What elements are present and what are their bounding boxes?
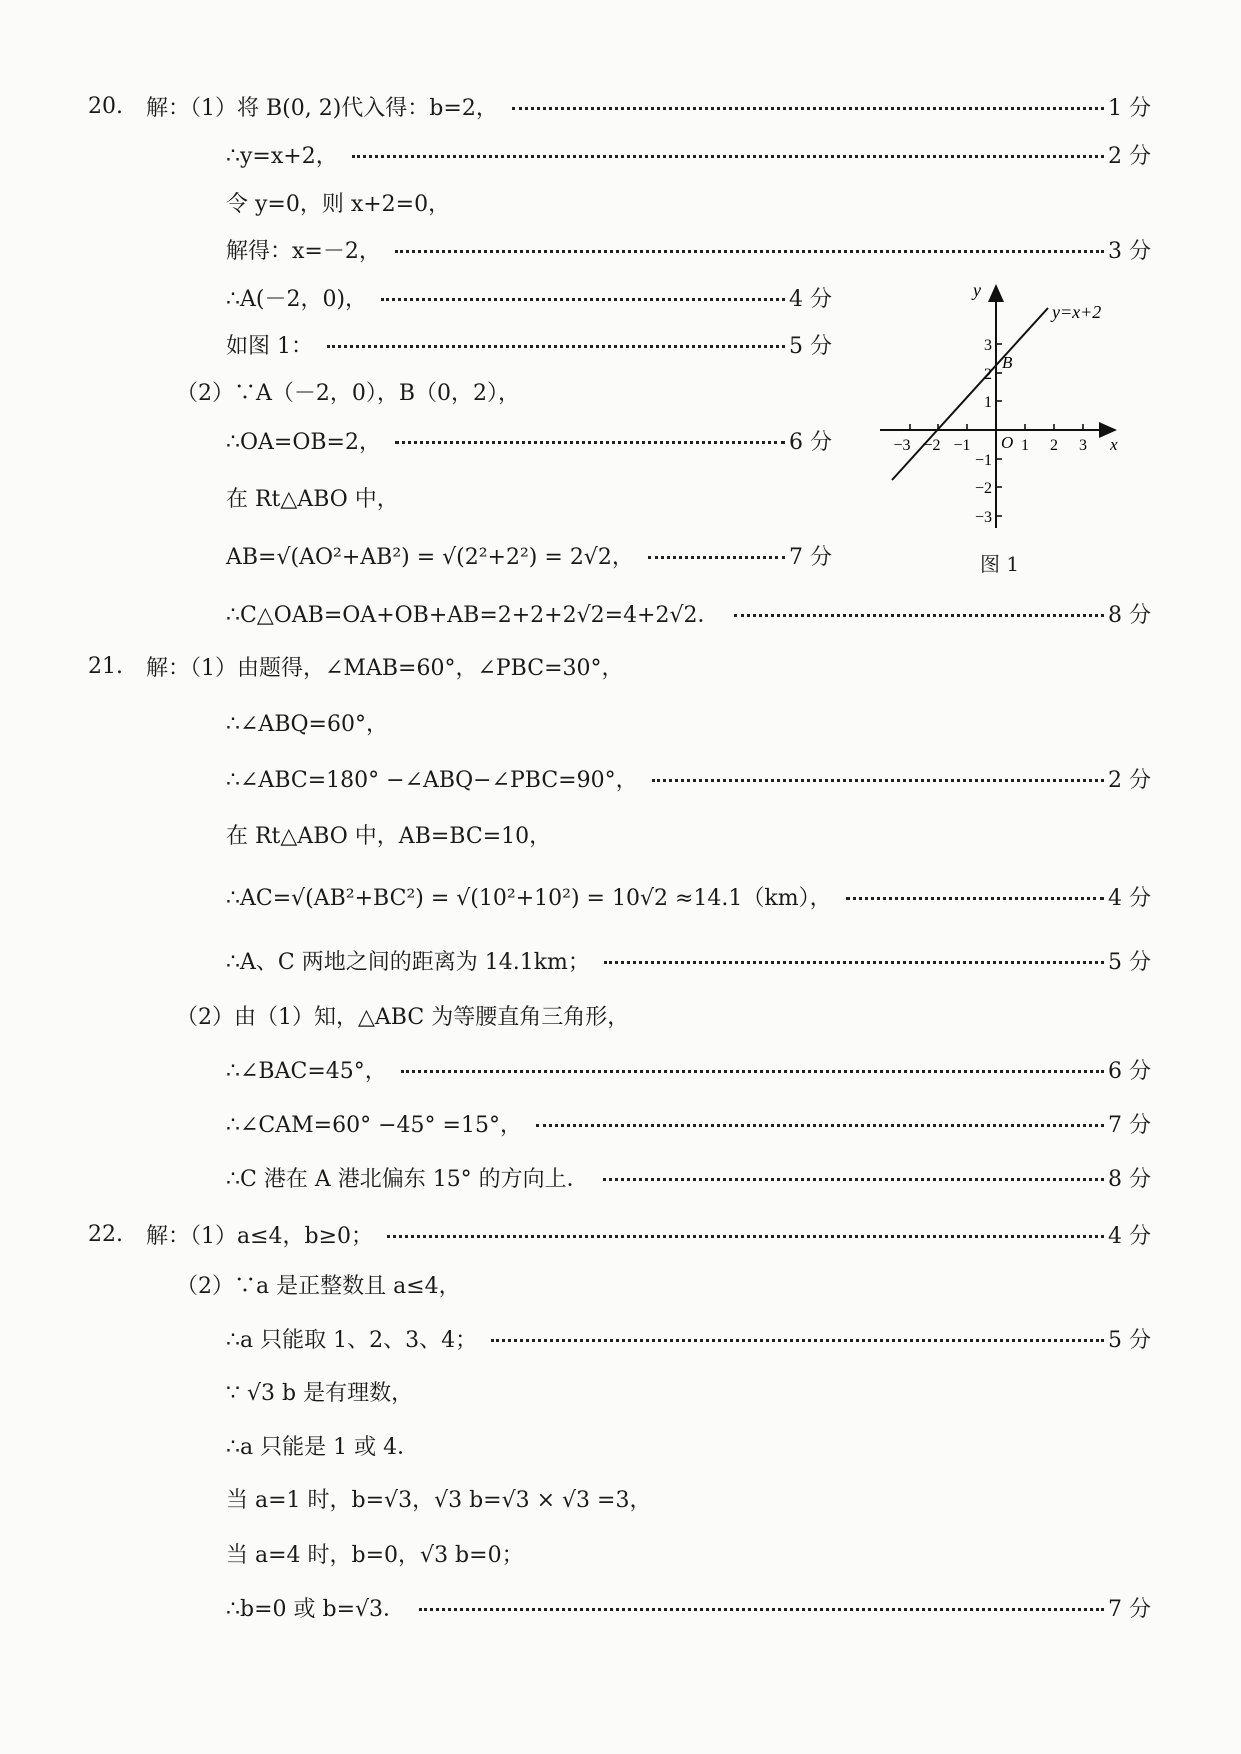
score-mark: 8 分 — [1108, 1166, 1151, 1192]
solution-text: ∴a 只能取 1、2、3、4； — [226, 1327, 478, 1353]
solution-text: ∴∠ABC=180° −∠ABQ−∠PBC=90°， — [226, 767, 638, 793]
solution-text: ∴AC=√(AB²+BC²) = √(10²+10²) = 10√2 ≈14.1（km）， — [226, 885, 832, 911]
solution-text: 当 a=1 时，b=√3，√3 b=√3 × √3 =3， — [226, 1487, 652, 1513]
q20-line-6 — [226, 324, 832, 364]
score-mark: 7 分 — [789, 544, 832, 570]
dot-leader — [603, 1178, 1104, 1181]
solution-text: 解：（1）a≤4，b≥0； — [146, 1223, 374, 1249]
solution-text: ∵ √3 b 是有理数， — [226, 1380, 414, 1406]
question-number: 22. — [88, 1221, 123, 1247]
solution-text: AB=√(AO²+AB²) = √(2²+2²) = 2√2， — [226, 544, 634, 570]
dot-leader — [401, 1070, 1104, 1073]
solution-text: 解得：x=－2， — [226, 238, 381, 264]
x-tick-label: −2 — [923, 437, 941, 454]
q20-line-2 — [226, 134, 1151, 174]
solution-text: 在 Rt△ABO 中，AB=BC=10， — [226, 823, 552, 849]
q22-line-1 — [88, 1214, 1151, 1254]
y-tick-label: 2 — [984, 366, 992, 383]
score-mark: 2 分 — [1108, 767, 1151, 793]
figure-caption: 图 1 — [980, 552, 1020, 576]
y-tick-label: −2 — [974, 480, 992, 497]
x-axis-label: x — [1110, 435, 1118, 454]
dot-leader — [419, 1608, 1104, 1611]
y-tick-label: 3 — [984, 337, 992, 354]
solution-text: ∴y=x+2， — [226, 143, 338, 169]
q21-line-2 — [226, 702, 388, 742]
question-number: 20. — [88, 93, 123, 119]
score-mark: 4 分 — [1108, 885, 1151, 911]
solution-text: ∴OA=OB=2， — [226, 429, 381, 455]
line-label: y=x+2 — [1052, 302, 1102, 322]
q20-line-11 — [226, 593, 1151, 633]
q21-line-1 — [88, 646, 624, 686]
q22-line-8 — [226, 1587, 1151, 1627]
score-mark: 6 分 — [1108, 1058, 1151, 1084]
solution-text: ∴C 港在 A 港北偏东 15° 的方向上． — [226, 1166, 589, 1192]
y-tick-label: −1 — [974, 452, 992, 469]
solution-text: ∴a 只能是 1 或 4． — [226, 1434, 420, 1460]
q20-line-8 — [226, 420, 832, 460]
solution-text: 如图 1： — [226, 333, 313, 359]
q20-line-3 — [226, 182, 450, 222]
q22-line-2 — [176, 1264, 461, 1304]
solution-text: ∴∠ABQ=60°， — [226, 711, 388, 737]
dot-leader — [512, 107, 1104, 110]
solution-text: 解：（1）由题得，∠MAB=60°，∠PBC=30°， — [146, 655, 624, 681]
point-b-label: B — [1002, 353, 1013, 372]
dot-leader — [395, 250, 1104, 253]
q20-line-10 — [226, 535, 832, 575]
dot-leader — [846, 897, 1104, 900]
q20-line-7 — [176, 371, 520, 411]
q21-line-3 — [226, 758, 1151, 798]
origin-label: O — [1001, 433, 1014, 452]
solution-text: ∴A(－2，0)， — [226, 286, 368, 312]
q21-line-7 — [176, 995, 629, 1035]
q21-line-6 — [226, 940, 1151, 980]
dot-leader — [491, 1339, 1104, 1342]
q20-line-4 — [226, 229, 1151, 269]
solution-text: ∴∠CAM=60° −45° =15°， — [226, 1112, 522, 1138]
q22-line-4 — [226, 1371, 413, 1411]
dot-leader — [327, 345, 785, 348]
x-tick-label: 3 — [1079, 437, 1087, 454]
q22-line-7 — [226, 1533, 524, 1573]
dot-leader — [352, 155, 1104, 158]
q21-line-4 — [226, 814, 551, 854]
solution-text: ∴C△OAB=OA+OB+AB=2+2+2√2=4+2√2． — [226, 602, 720, 628]
q22-line-6 — [226, 1478, 651, 1518]
solution-text: 当 a=4 时，b=0，√3 b=0； — [226, 1542, 524, 1568]
solution-text: ∴b=0 或 b=√3． — [226, 1596, 406, 1622]
q21-line-8 — [226, 1049, 1151, 1089]
q21-line-5 — [226, 876, 1151, 916]
solution-text: ∴∠BAC=45°， — [226, 1058, 387, 1084]
dot-leader — [381, 298, 785, 301]
solution-text: （2）由（1）知，△ABC 为等腰直角三角形， — [176, 1004, 630, 1030]
solution-text: （2）∵A（－2，0），B（0，2）， — [176, 380, 521, 406]
dot-leader — [734, 614, 1104, 617]
question-number: 21. — [88, 653, 123, 679]
q21-line-10 — [226, 1157, 1151, 1197]
x-tick-label: 2 — [1050, 437, 1058, 454]
q22-line-3 — [226, 1318, 1151, 1358]
figure-1-graph — [870, 278, 1130, 578]
dot-leader — [604, 961, 1104, 964]
y-tick-label: 1 — [984, 394, 992, 411]
score-mark: 3 分 — [1108, 238, 1151, 264]
solution-text: 解：（1）将 B(0, 2)代入得：b=2， — [146, 95, 498, 121]
q20-line-5 — [226, 277, 832, 317]
x-tick-label: 1 — [1021, 437, 1029, 454]
y-axis-label: y — [973, 280, 981, 300]
score-mark: 4 分 — [1108, 1223, 1151, 1249]
score-mark: 5 分 — [1108, 1327, 1151, 1353]
x-tick-label: −3 — [893, 437, 911, 454]
line-y-equals-x-plus-2 — [892, 308, 1048, 480]
q21-line-9 — [226, 1103, 1151, 1143]
coordinate-plane — [870, 278, 1130, 548]
dot-leader — [648, 556, 785, 559]
score-mark: 6 分 — [789, 429, 832, 455]
q22-line-5 — [226, 1425, 419, 1465]
score-mark: 5 分 — [1108, 949, 1151, 975]
score-mark: 7 分 — [1108, 1596, 1151, 1622]
score-mark: 2 分 — [1108, 143, 1151, 169]
dot-leader — [652, 779, 1104, 782]
score-mark: 7 分 — [1108, 1112, 1151, 1138]
q20-line-1 — [88, 86, 1151, 126]
dot-leader — [395, 441, 785, 444]
solution-text: 在 Rt△ABO 中， — [226, 486, 399, 512]
y-tick-label: −3 — [974, 509, 992, 526]
score-mark: 1 分 — [1108, 95, 1151, 121]
solution-text: 令 y=0，则 x+2=0， — [226, 191, 451, 217]
x-tick-label: −1 — [953, 437, 971, 454]
score-mark: 8 分 — [1108, 602, 1151, 628]
q20-line-9 — [226, 477, 399, 517]
solution-text: ∴A、C 两地之间的距离为 14.1km； — [226, 949, 590, 975]
score-mark: 4 分 — [789, 286, 832, 312]
score-mark: 5 分 — [789, 333, 832, 359]
dot-leader — [387, 1235, 1104, 1238]
solution-text: （2）∵a 是正整数且 a≤4， — [176, 1273, 461, 1299]
dot-leader — [536, 1124, 1104, 1127]
